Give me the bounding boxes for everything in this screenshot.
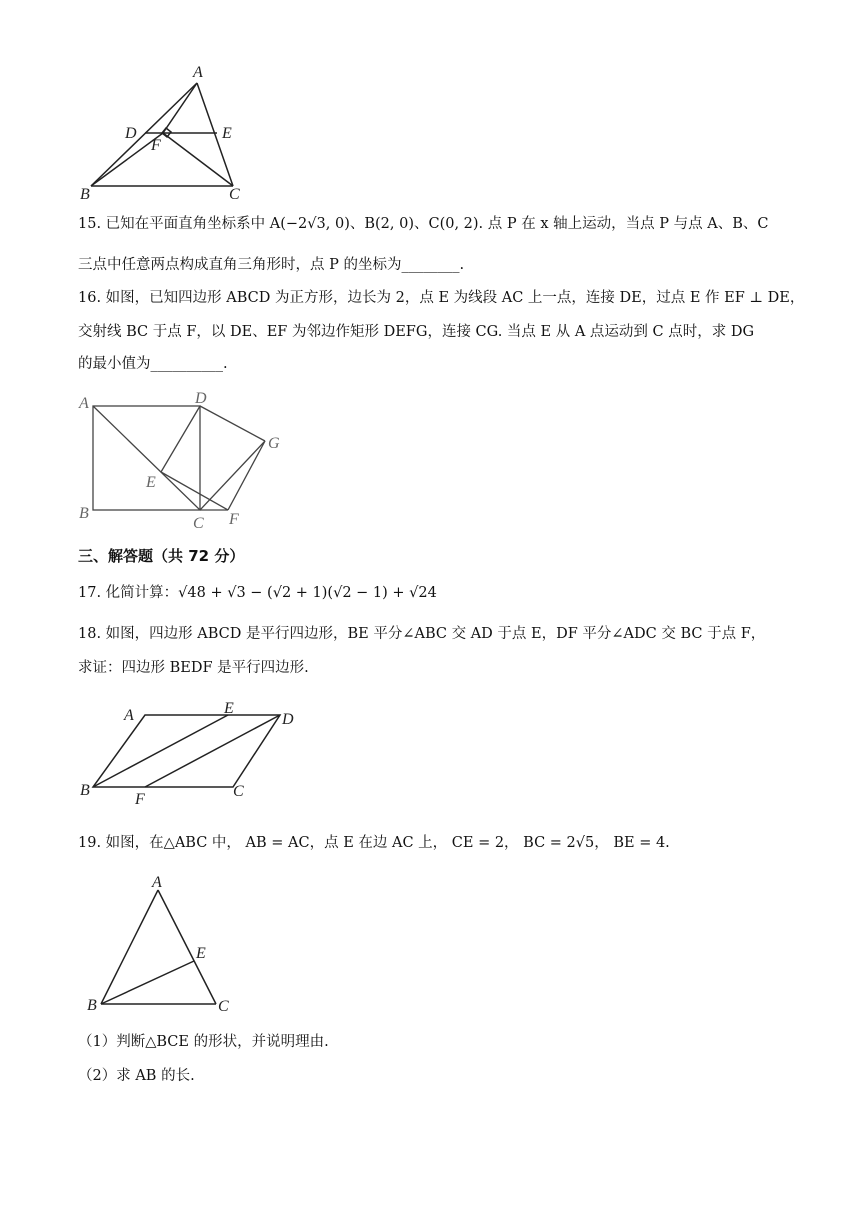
q16-line-1: 16. 如图，已知四边形 ABCD 为正方形，边长为 2，点 E 为线段 AC 上一点，连接 DE，过点 E 作 EF ⊥ DE， bbox=[78, 290, 805, 306]
label-a: A bbox=[152, 874, 162, 891]
section-heading: 三、解答题（共 72 分） bbox=[78, 547, 245, 565]
label-f: F bbox=[229, 511, 239, 528]
figure-parallelogram-q18 bbox=[75, 693, 305, 805]
label-f: F bbox=[151, 137, 161, 154]
q19-statement: 19. 如图，在△ABC 中， AB = AC，点 E 在边 AC 上， CE = 2， BC = 2√5， BE = 4. bbox=[78, 835, 670, 851]
q17-expression: 17. 化简计算：√48 + √3 − (√2 + 1)(√2 − 1) + √24 bbox=[78, 585, 437, 601]
label-e: E bbox=[196, 945, 206, 962]
label-b: B bbox=[87, 997, 97, 1014]
q16-line-2: 交射线 BC 于点 F，以 DE、EF 为邻边作矩形 DEFG，连接 CG. 当点 E 从 A 点运动到 C 点时，求 DG bbox=[78, 324, 755, 340]
label-d: D bbox=[125, 125, 137, 142]
label-e: E bbox=[146, 474, 156, 491]
q19-part-1: （1）判断△BCE 的形状，并说明理由. bbox=[78, 1034, 329, 1050]
figure-square-abcd-q16 bbox=[70, 385, 295, 535]
label-f: F bbox=[135, 791, 145, 805]
q19-part-2: （2）求 AB 的长. bbox=[78, 1068, 195, 1084]
q16-line-3: 的最小值为__________. bbox=[78, 356, 228, 372]
label-a: A bbox=[79, 395, 89, 412]
label-d: D bbox=[282, 711, 294, 728]
label-c: C bbox=[193, 515, 204, 532]
q18-line-1: 18. 如图，四边形 ABCD 是平行四边形，BE 平分∠ABC 交 AD 于点 E，DF 平分∠ADC 交 BC 于点 F， bbox=[78, 626, 766, 642]
label-b: B bbox=[80, 186, 90, 203]
label-c: C bbox=[233, 783, 244, 800]
label-a: A bbox=[193, 64, 203, 81]
label-b: B bbox=[80, 782, 90, 799]
label-d: D bbox=[195, 390, 207, 407]
label-g: G bbox=[268, 435, 280, 452]
q15-line-1: 15. 已知在平面直角坐标系中 A(−2√3, 0)、B(2, 0)、C(0, 2). 点 P 在 x 轴上运动，当点 P 与点 A、B、C bbox=[78, 216, 769, 232]
label-e: E bbox=[222, 125, 232, 142]
figure-triangle-abc-q14 bbox=[70, 60, 260, 205]
label-a: A bbox=[124, 707, 134, 724]
figure-isosceles-triangle-q19 bbox=[80, 870, 240, 1015]
label-e: E bbox=[224, 700, 234, 717]
label-c: C bbox=[218, 998, 229, 1015]
q15-line-2: 三点中任意两点构成直角三角形时，点 P 的坐标为________. bbox=[78, 257, 465, 273]
q18-line-2: 求证：四边形 BEDF 是平行四边形. bbox=[78, 660, 309, 676]
label-b: B bbox=[79, 505, 89, 522]
label-c: C bbox=[229, 186, 240, 203]
